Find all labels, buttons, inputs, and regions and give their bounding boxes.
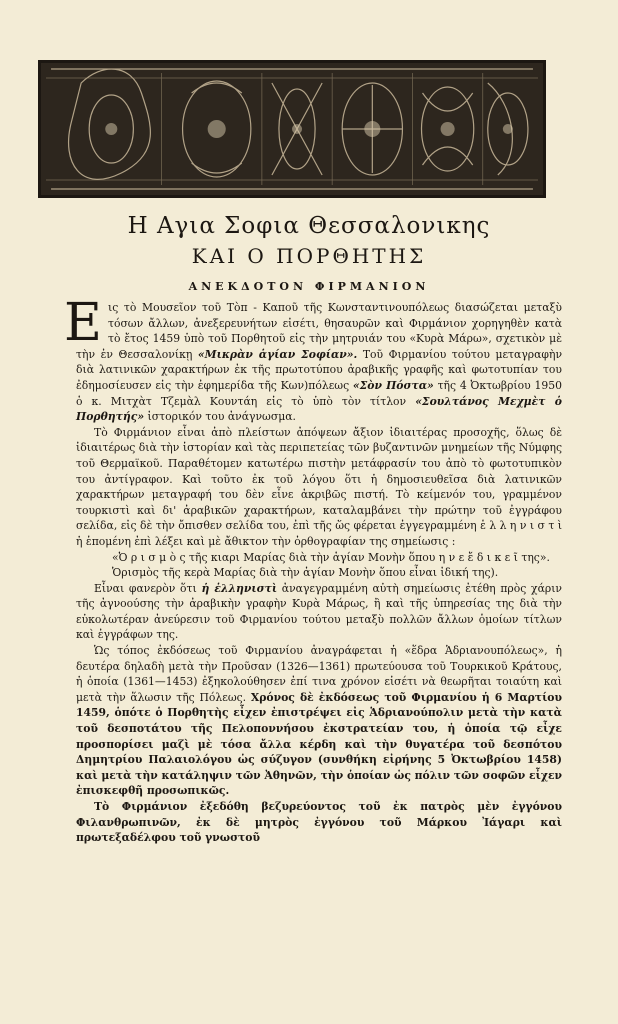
emphasis-span: ἡ ἑλληνιστὶ — [201, 581, 278, 595]
text-span: Ὡς τόπος ἐκδόσεως τοῦ Φιρμανίου ἀναγράφεται ἡ «ἕδρα Ἁδριανουπόλεως», ἡ δευτέρα δηλαδὴ μετὰ τὴν Προῦσαν (1326—1361) πρωτεύουσα τοῦ Τουρκικοῦ Κράτους, ἡ ὁποία (1361—1453) ἐξηκολούθησεν ἐπί τινα χρόνον εἰσέτι νὰ θεωρῆται τοιαύτη καὶ μετὰ τὴν ἅλωσιν τῆς Πόλεως. — [76, 644, 562, 704]
paragraph-1 — [64, 293, 563, 425]
emphasis-span: «Σὸν Πόστα» — [352, 378, 434, 392]
text-span: ις τὸ Μουσεῖον τοῦ Τὸπ - Καποῦ τῆς Κωνσταντινουπόλεως διασώζεται μεταξὺ τόσων ἄλλων, ἀνεξερευνήτων εἰσέτι, θησαυρῶν καὶ Φιρμάνιον χορηγηθὲν κατὰ τὸ ἔτος 1459 ὑπὸ τοῦ Πορθητοῦ εἰς τὴν μητρυιάν του «Κυρὰ Μάρω», σχετικὸν μὲ τὴν ἐν Θεσσαλονίκῃ — [76, 301, 562, 361]
article-title-line2: ΚΑΙ Ο ΠΟΡΘΗΤΗΣ — [191, 244, 427, 268]
paragraph-5 — [76, 799, 562, 846]
ornamental-header-image — [38, 60, 546, 198]
text-span: ἀναγεγραμμένη αὐτὴ σημείωσις ἐτέθη πρὸς χάριν τῆς ἀγνοούσης τὴν ἀραβικὴν γραφὴν Κυρὰ Μάρως, ἢ καὶ τῆς ὑπηρεσίας της διὰ τὴν εὐκολωτέραν ἀνεύρεσιν τοῦ Φιρμανίου τούτου μεταξὺ πολλῶν ἄλλων ὁμοίων τίτλων καὶ ἐγγράφων της. — [76, 581, 562, 642]
drop-cap: Ε — [64, 293, 102, 353]
paragraph-4 — [76, 643, 562, 799]
text-span: Εἶναι φανερὸν ὅτι — [94, 581, 197, 595]
article-title: Η Αγια Σοφια Θεσσαλονικης — [127, 213, 491, 239]
woodcut-ornament-icon — [41, 63, 543, 195]
text-span: ἱστορικόν του ἀνάγνωσμα. — [147, 410, 296, 424]
text-span: τῆς 4 Ὀκτωβρίου 1950 ὁ κ. Μιτχὰτ Τζεμὰλ Κουντάη εἰς τὸ ὑπὸ τὸν τίτλον — [76, 378, 562, 408]
article-body — [64, 293, 563, 846]
bold-span: Χρόνος δὲ ἐκδόσεως τοῦ Φιρμανίου ἡ 6 Μαρτίου 1459, ὁπότε ὁ Πορθητὴς εἶχεν ἐπιστρέψει εἰς Ἁδριανούπολιν μετὰ τὴν κατὰ τοῦ δεσποτάτου τῆς Πελοποννήσου ἐκστρατείαν του, ἡ ὁποία τῷ εἶχε προσπορίσει μαζὶ μὲ τόσα ἄλλα κέρδη καὶ τὴν θυγατέρα τοῦ δεσπότου Δημητρίου Παλαιολόγου ὡς σύζυγον (συνθήκη εἰρήνης 5 Ὀκτωβρίου 1458) καὶ μετὰ τὴν κατάληψιν τῶν Ἀθηνῶν, τὴν ὁποίαν ὡς πόλιν τῶν σοφῶν εἶχεν ἐπισκεφθῆ προσωπικῶς. — [76, 690, 563, 798]
paragraph-2: Τὸ Φιρμάνιον εἶναι ἀπὸ πλείστων ἀπόψεων ἄξιον ἰδιαιτέρας προσοχῆς, ὅλως δὲ ἰδιαιτέρως διὰ τὴν ἱστορίαν καὶ τὰς περιπετείας τῶν βυζαντινῶν μνημείων τῆς Νύμφης τοῦ Θερμαϊκοῦ. Παραθέτομεν κατωτέρω πιστὴν μετάφρασίν του ἀπὸ τὸ φωτοτυπικὸν του ἀντίγραφον. Καὶ τοῦτο ἐκ τοῦ λόγου ὅτι ἡ δημοσιευθεῖσα διὰ λατινικῶν χαρακτήρων μεταγραφή του δὲν εἶνε ἀκριβῶς πιστή. Τὸ κείμενόν του, γραμμένον τουρκιστὶ καὶ δι' ἀραβικῶν χαρακτήρων, καταλαμβάνει τὴν πρώτην τοῦ ἐγγράφου σελίδα, εἰς δὲ τὴν ὄπισθεν σελίδα του, ἐπὶ τῆς ὥς φέρεται ἐγγεγραμμένη ἑ λ λ η ν ι σ τ ὶ ἡ ἑπομένη ἐπὶ λέξει καὶ μὲ ἄθικτον τὴν ὀρθογραφίαν της σημείωσις : — [76, 425, 562, 548]
paragraph-3 — [76, 581, 562, 643]
quote-line-1: «Ὀ ρ ι σ μ ὸ ς τῆς κιαρι Μαρίας διὰ τὴν ἁγίαν Μονὴν ὅπου η ν ε ἔ δ ι κ ε ῖ της». — [112, 550, 550, 564]
bold-span: Τὸ Φιρμάνιον ἐξεδόθη βεζυρεύοντος τοῦ ἐκ πατρὸς μὲν ἐγγόνου Φιλανθρωπινῶν, ἐκ δὲ μητρὸς ἐγγόνου τοῦ Μάρκου Ἰάγαρι καὶ πρωτεξαδέλφου τοῦ γνωστοῦ — [76, 800, 562, 845]
emphasis-span: «Σουλτάνος Μεχμὲτ ὁ Πορθητής» — [76, 394, 562, 424]
article-subtitle: ΑΝΕΚΔΟΤΟΝ ΦΙΡΜΑΝΙΟΝ — [188, 280, 430, 293]
emphasis-span: «Μικρὰν ἁγίαν Σοφίαν». — [197, 347, 358, 361]
text-span: Τοῦ Φιρμανίου τούτου μεταγραφὴν διὰ λατινικῶν χαρακτήρων ἐκ τῆς πρωτοτύπου ἀραβικῆς γραφῆς καὶ φωτοτυπίαν του ἐδημοσίευσεν εἰς τὴν ἐφημερίδα τῆς Κων)πόλεως — [76, 347, 563, 392]
quote-line-2: Ὁρισμὸς τῆς κερὰ Μαρίας διὰ τὴν ἁγίαν Μονὴν ὅπου εἶναι ἰδική της). — [112, 566, 499, 580]
